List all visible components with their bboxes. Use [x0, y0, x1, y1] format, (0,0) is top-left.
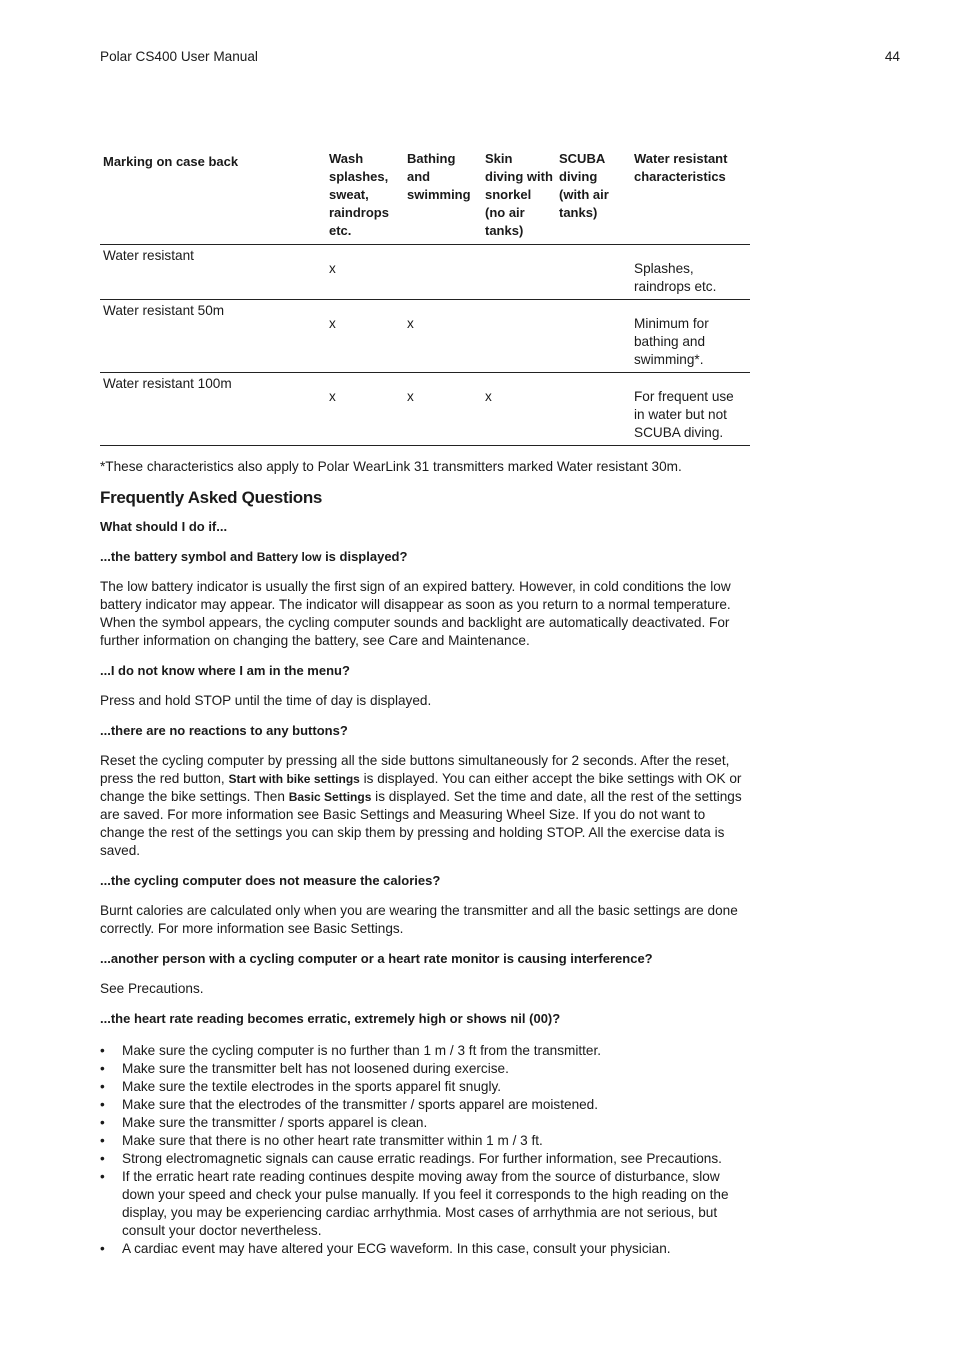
cell-skin-diving — [482, 300, 556, 373]
list-item — [100, 1150, 752, 1168]
cell-bathing: x — [404, 300, 482, 373]
cell-skin-diving — [482, 245, 556, 300]
list-item-text: Make sure that there is no other heart rate transmitter within 1 m / 3 ft. — [122, 1133, 543, 1148]
running-header-title: Polar CS400 User Manual — [100, 49, 258, 64]
bullet-marker: • — [100, 1115, 105, 1130]
header-marking: Marking on case back — [103, 154, 239, 169]
faq-answer: The low battery indicator is usually the first sign of an expired battery. However, in cold conditions the low battery indicator may appear. The indicator will disappear as soon as you return to a normal temperature. When the symbol appears, the cycling computer sounds and backlight are automatically deactivated. For further information on changing the battery, see Care and Maintenance. — [100, 579, 731, 648]
list-item-text: Make sure the cycling computer is no further than 1 m / 3 ft from the transmitter. — [122, 1043, 602, 1058]
cell-marking: Water resistant — [100, 245, 326, 300]
table-footnote: *These characteristics also apply to Polar WearLink 31 transmitters marked Water resistant 30m. — [100, 459, 682, 474]
header-wash: Wash splashes, sweat, raindrops etc. — [329, 151, 389, 238]
list-item-text: Strong electromagnetic signals can cause erratic readings. For further information, see Precautions. — [122, 1151, 722, 1166]
faq-question: ...another person with a cycling computer or a heart rate monitor is causing interference? — [100, 951, 653, 966]
faq-question: ...I do not know where I am in the menu? — [100, 663, 350, 678]
cell-characteristics: Splashes, raindrops etc. — [631, 245, 750, 300]
header-bathing: Bathing and swimming — [407, 151, 471, 202]
bullet-marker: • — [100, 1097, 105, 1112]
cell-scuba — [556, 373, 631, 446]
list-item-text: A cardiac event may have altered your ECG waveform. In this case, consult your physician. — [122, 1241, 671, 1256]
section-heading: Frequently Asked Questions — [100, 488, 323, 507]
cell-marking: Water resistant 50m — [100, 300, 326, 373]
bullet-marker: • — [100, 1079, 105, 1094]
cell-bathing: x — [404, 373, 482, 446]
list-item-text: Make sure the textile electrodes in the sports apparel fit snugly. — [122, 1079, 502, 1094]
cell-skin-diving: x — [482, 373, 556, 446]
faq-question — [100, 548, 752, 566]
cell-wash: x — [326, 245, 404, 300]
main-content — [100, 458, 752, 1258]
header-scuba: SCUBA diving (with air tanks) — [559, 151, 609, 220]
answer-text: Reset the cycling computer by pressing all the side buttons simultaneously for 2 seconds. After the reset, press the red button, — [100, 753, 730, 786]
cell-marking: Water resistant 100m — [100, 373, 326, 446]
cell-characteristics: For frequent use in water but not SCUBA diving. — [631, 373, 750, 446]
cell-scuba — [556, 300, 631, 373]
header-skin-diving: Skin diving with snorkel (no air tanks) — [485, 151, 553, 238]
page-number: 44 — [884, 49, 900, 64]
list-item — [100, 1078, 752, 1096]
bullet-marker: • — [100, 1043, 105, 1058]
water-resistance-table — [100, 150, 750, 446]
list-item — [100, 1114, 752, 1132]
list-item-text: Make sure the transmitter / sports apparel is clean. — [122, 1115, 428, 1130]
cell-characteristics: Minimum for bathing and swimming*. — [631, 300, 750, 373]
cell-wash: x — [326, 373, 404, 446]
cell-bathing — [404, 245, 482, 300]
bullet-marker: • — [100, 1133, 105, 1148]
bullet-marker: • — [100, 1169, 105, 1184]
list-item-text: Make sure the transmitter belt has not loosened during exercise. — [122, 1061, 509, 1076]
question-text: is displayed? — [321, 549, 408, 564]
bullet-marker: • — [100, 1241, 105, 1256]
list-item — [100, 1096, 752, 1114]
faq-question: ...the heart rate reading becomes erratic, extremely high or shows nil (00)? — [100, 1011, 561, 1026]
question-text: ...the battery symbol and — [100, 549, 257, 564]
faq-answer: See Precautions. — [100, 981, 204, 996]
table-row — [100, 300, 750, 373]
faq-answer: Press and hold STOP until the time of day is displayed. — [100, 693, 432, 708]
answer-text: is displayed. Set the time and date, all the rest of the settings are saved. For more information see Basic Settings and Measuring Wheel Size. If you do not want to change the rest of the settings you can skip them by pressing and holding STOP. All the exercise data is saved. — [100, 789, 742, 858]
faq-answer: Burnt calories are calculated only when you are wearing the transmitter and all the basic settings are done correctly. For more information see Basic Settings. — [100, 903, 738, 936]
troubleshooting-list — [100, 1042, 752, 1258]
list-item — [100, 1168, 752, 1240]
display-text-battery-low: Battery low — [256, 550, 322, 564]
faq-question: ...there are no reactions to any buttons? — [100, 723, 348, 738]
cell-scuba — [556, 245, 631, 300]
faq-intro: What should I do if... — [100, 519, 228, 534]
display-text-basic-settings: Basic Settings — [288, 790, 372, 804]
cell-wash: x — [326, 300, 404, 373]
display-text-start-with-bike-settings: Start with bike settings — [228, 772, 360, 786]
answer-text: is displayed. You can either accept the bike settings with OK or change the bike settings. Then — [100, 771, 742, 804]
header-characteristics: Water resistant characteristics — [634, 151, 728, 184]
table-row — [100, 373, 750, 446]
faq-question: ...the cycling computer does not measure the calories? — [100, 873, 441, 888]
list-item-text: If the erratic heart rate reading continues despite moving away from the source of disturbance, slow down your speed and check your pulse manually. If you feel it corresponds to the high reading on the display, you may be experiencing cardiac arrhythmia. Most cases of arrhythmia are not serious, but consult your doctor nevertheless. — [122, 1169, 729, 1238]
list-item-text: Make sure that the electrodes of the transmitter / sports apparel are moistened. — [122, 1097, 599, 1112]
list-item — [100, 1042, 752, 1060]
list-item — [100, 1240, 752, 1258]
table-header-row — [100, 150, 750, 245]
bullet-marker: • — [100, 1151, 105, 1166]
bullet-marker: • — [100, 1061, 105, 1076]
list-item — [100, 1060, 752, 1078]
list-item — [100, 1132, 752, 1150]
table-row — [100, 245, 750, 300]
faq-answer — [100, 752, 752, 860]
